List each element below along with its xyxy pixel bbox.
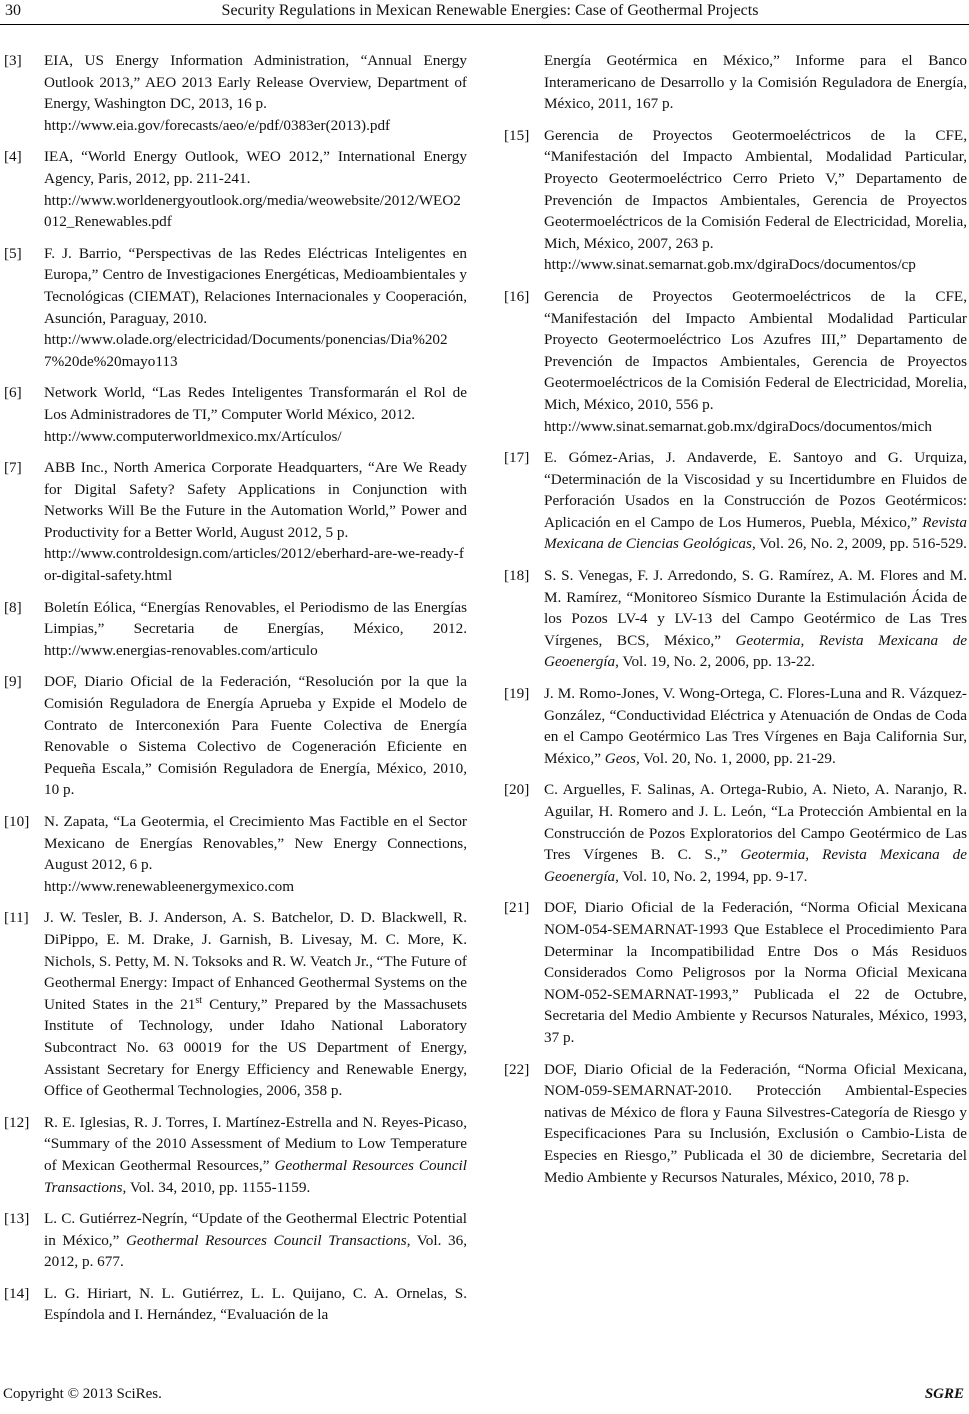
reference-link[interactable]: http://www.computerworldmexico.mx/Artículos/: [44, 427, 342, 445]
reference-item: [0, 597, 467, 662]
reference-text-part: , Vol. 36, 2012, p. 677.: [44, 1231, 467, 1271]
reference-text-part: , Vol. 34, 2010, pp. 1155-1159.: [122, 1178, 311, 1196]
reference-item: [0, 243, 467, 373]
page-number: 30: [5, 2, 21, 19]
reference-text: [544, 447, 967, 555]
journal-title: Geothermal Resources Council Transactions: [125, 1231, 407, 1249]
reference-item: [500, 286, 967, 437]
reference-text: IEA, “World Energy Outlook, WEO 2012,” International Energy Agency, Paris, 2012, pp. 211-241.: [44, 148, 467, 187]
header-divider: [0, 24, 969, 25]
reference-item: [0, 50, 467, 136]
reference-text-part: , Vol. 19, No. 2, 2006, pp. 13-22.: [615, 653, 815, 671]
reference-label: [5]: [4, 244, 22, 262]
reference-text-part: J. W. Tesler, B. J. Anderson, A. S. Batchelor, D. D. Blackwell, R. DiPippo, E. M. Drake, J. Garnish, B. Livesay, M. C. More, K. Nichols, S. Petty, M. N. Toksoks and R. W. Veatch Jr., “The Future of Geothermal Energy: Impact of Enhanced Geothermal Systems on the United States in the 21: [44, 909, 467, 1013]
reference-text-part: C. Arguelles, F. Salinas, A. Ortega-Rubio, A. Nieto, A. Naranjo, R. Aguilar, H. Romero and J. L. León, “La Protección Ambiental en la Construcción de Pozos Exploratorios del Campo Geotérmico de Las Tres Vírgenes B. C. S.,”: [544, 781, 967, 864]
journal-title: Geos: [604, 749, 636, 767]
reference-label: [4]: [4, 148, 22, 166]
reference-text: Gerencia de Proyectos Geotermoeléctricos de la CFE, “Manifestación del Impacto Ambiental, Modalidad Particular, Proyecto Geotermoeléctrico Cerro Prieto V,” Departamento de Prevención de Impactos Ambientales, Gerencia de Proyectos Geotermoeléctricos de la Comisión Federal de Electricidad, Morelia, Mich, México, 2007, 263 p.: [544, 126, 967, 252]
reference-text: L. G. Hiriart, N. L. Gutiérrez, L. L. Quijano, C. A. Ornelas, S. Espíndola and I. Hernández, “Evaluación de la: [44, 1284, 467, 1324]
reference-text-part: , Vol. 20, No. 1, 2000, pp. 21-29.: [635, 749, 836, 767]
reference-text: [44, 907, 467, 1101]
reference-text: [44, 1112, 467, 1198]
reference-item: [0, 907, 467, 1101]
reference-text: Boletín Eólica, “Energías Renovables, el Periodismo de las Energías Limpias,” Secretaria de Energías, México, 2012. http://www.energias-renovables.com/articulo: [44, 598, 467, 659]
reference-text-part: , Vol. 10, No. 2, 1994, pp. 9-17.: [615, 867, 808, 885]
reference-item: [500, 125, 967, 276]
reference-label: [13]: [4, 1210, 30, 1228]
journal-title: Geotermia, Revista Mexicana de Geoenergía: [544, 846, 967, 885]
superscript: st: [195, 994, 203, 1006]
reference-link[interactable]: http://www.sinat.semarnat.gob.mx/dgiraDocs/documentos/cp: [544, 256, 916, 274]
reference-text-part: E. Gómez-Arias, J. Andaverde, E. Santoyo and G. Urquiza, “Determinación de la Viscosidad y su Incertidumbre en Fluidos de Perforación Usados en la Construcción de Pozos Geotérmicos: Aplicación en el Campo de Los Humeros, Puebla, México,”: [544, 449, 967, 531]
reference-item: [500, 1059, 967, 1189]
reference-label: [16]: [504, 287, 530, 305]
reference-label: [21]: [504, 899, 530, 917]
reference-label: [18]: [504, 567, 530, 585]
reference-label: [22]: [504, 1060, 530, 1078]
reference-label: [12]: [4, 1113, 30, 1131]
journal-title: Geotermia, Revista Mexicana de Geoenergía: [544, 631, 967, 671]
reference-label: [11]: [4, 909, 29, 927]
reference-text: DOF, Diario Oficial de la Federación, “Norma Oficial Mexicana, NOM-059-SEMARNAT-2010. Protección Ambiental-Especies nativas de México de flora y Fauna Silvestres-Categoría de Riesgo y Especificaciones Para su Inclusión, Exclusión o Cambio-Lista de Especies en Riesgo,” Publicada el 30 de diciembre, Secretaria del Medio Ambiente y Recursos Naturales, México, 2010, 78 p.: [544, 1060, 967, 1186]
reference-text-part: R. E. Iglesias, R. J. Torres, I. Martínez-Estrella and N. Reyes-Picaso, “Summary of the 2010 Assessment of Medium to Low Temperature of Mexican Geothermal Resources,”: [44, 1113, 467, 1174]
reference-label: [10]: [4, 813, 30, 830]
reference-label: [15]: [504, 126, 530, 144]
reference-link[interactable]: http://www.olade.org/electricidad/Documents/ponencias/Dia%2027%20de%20mayo113: [44, 331, 448, 370]
reference-label: [17]: [504, 449, 530, 467]
reference-item: [0, 1112, 467, 1198]
reference-item: [0, 1283, 467, 1326]
reference-text: F. J. Barrio, “Perspectivas de las Redes Eléctricas Inteligentes en Europa,” Centro de Investigaciones Energéticas, Medioambientales y Tecnológicas (CIEMAT), Relaciones Internacionales y Cooperación, Asunción, Paraguay, 2010.: [44, 244, 467, 327]
reference-link[interactable]: http://www.sinat.semarnat.gob.mx/dgiraDocs/documentos/mich: [544, 417, 932, 435]
reference-item: [500, 683, 967, 769]
reference-text: [544, 683, 967, 769]
reference-item: [500, 565, 967, 673]
reference-text: [44, 1208, 467, 1273]
journal-title: Geothermal Resources Council Transactions: [44, 1156, 467, 1196]
reference-item: [0, 1208, 467, 1273]
reference-item: [0, 457, 467, 587]
reference-text-part: J. M. Romo-Jones, V. Wong-Ortega, C. Flores-Luna and R. Vázquez-González, “Conductividad Eléctrica y Atenuación de Ondas de Coda en el Campo Geotérmico Las Tres Vírgenes en Baja California Sur, México,”: [544, 685, 967, 767]
reference-label: [19]: [504, 685, 530, 703]
reference-label: [8]: [4, 598, 22, 616]
reference-item-continued: [500, 50, 967, 115]
left-column: [0, 50, 467, 1336]
reference-link[interactable]: http://www.controldesign.com/articles/2012/eberhard-are-we-ready-for-digital-safety.html: [44, 545, 464, 585]
reference-link[interactable]: http://www.eia.gov/forecasts/aeo/e/pdf/0383er(2013).pdf: [44, 116, 391, 134]
reference-item: [0, 382, 467, 447]
reference-label: [14]: [4, 1284, 30, 1302]
reference-text: [544, 779, 967, 887]
reference-item: [500, 779, 967, 887]
reference-label: [9]: [4, 673, 22, 691]
right-column: [500, 50, 967, 1198]
reference-text-part: , Vol. 26, No. 2, 2009, pp. 516-529.: [751, 535, 967, 553]
running-title: Security Regulations in Mexican Renewable Energies: Case of Geothermal Projects: [221, 2, 759, 19]
page-footer: [0, 1386, 969, 1410]
reference-item: [500, 897, 967, 1048]
reference-text: Gerencia de Proyectos Geotermoeléctricos de la CFE, “Manifestación del Impacto Ambiental Modalidad Particular Proyecto Geotermoeléctrico Los Azufres III,” Departamento de Prevención de Impactos Ambientales, Gerencia de Proyectos Geotermoeléctricos de la Comisión Federal de Electricidad, Morelia, Mich, México, 2010, 556 p.: [544, 287, 967, 413]
reference-label: [6]: [4, 384, 22, 402]
journal-title: Revista Mexicana de Ciencias Geológicas: [544, 513, 967, 553]
journal-abbreviation: SGRE: [924, 1386, 964, 1402]
reference-link[interactable]: http://www.worldenergyoutlook.org/media/weowebsite/2012/WEO2012_Renewables.pdf: [44, 191, 461, 231]
reference-text-part: Century,” Prepared by the Massachusets Institute of Technology, under Idaho National Laboratory Subcontract No. 63 00019 for the US Department of Energy, Assistant Secretary for Energy Efficiency and Renewable Energy, Office of Geothermal Technologies, 2006, 358 p.: [44, 995, 468, 1100]
reference-text: Energía Geotérmica en México,” Informe para el Banco Interamericano de Desarrollo y la Comisión Reguladora de Energía, México, 2011, 167 p.: [544, 52, 967, 113]
reference-link[interactable]: http://www.renewableenergymexico.com: [44, 877, 295, 895]
reference-label: [7]: [4, 459, 22, 477]
reference-text: [544, 565, 967, 673]
reference-text: DOF, Diario Oficial de la Federación, “Resolución por la que la Comisión Reguladora de Energía Aprueba y Expide el Modelo de Contrato de Interconexión Para Fuente Colectiva de Energía Renovable o Sistema Colectivo de Cogeneración Eficiente en Pequeña Escala,” Comisión Reguladora de Energía, México, 2010, 10 p.: [44, 673, 467, 799]
reference-text: EIA, US Energy Information Administration, “Annual Energy Outlook 2013,” AEO 2013 Early Release Overview, Department of Energy, Washington DC, 2013, 16 p.: [44, 52, 467, 113]
reference-text: Network World, “Las Redes Inteligentes Transformarán el Rol de Los Administradores de TI,” Computer World México, 2012.: [44, 384, 467, 423]
reference-text: N. Zapata, “La Geotermia, el Crecimiento Mas Factible en el Sector Mexicano de Energías Renovables,” New Energy Connections, August 2012, 6 p.: [44, 813, 467, 874]
reference-item: [0, 671, 467, 801]
reference-text: DOF, Diario Oficial de la Federación, “Norma Oficial Mexicana NOM-054-SEMARNAT-1993 Que Establece el Procedimiento Para Determinar la Incompatibilidad Entre Dos o Más Residuos Considerados Como Peligrosos por la Norma Oficial Mexicana NOM-052-SEMARNAT-1993,” Publicada el 22 de Octubre, Secretaria del Medio Ambiente y Recursos Naturales, México, 1993, 37 p.: [544, 899, 967, 1046]
page-header: [0, 0, 969, 26]
reference-text-part: L. C. Gutiérrez-Negrín, “Update of the Geothermal Electric Potential in México,”: [44, 1210, 467, 1249]
reference-text-part: S. S. Venegas, F. J. Arredondo, S. G. Ramírez, A. M. Flores and M. M. Ramírez, “Monitoreo Sísmico Durante la Estimulación Ácida de los Pozos LV-4 y LV-13 del Campo Geotérmico de Las Tres Vírgenes, BCS, México,”: [544, 567, 967, 649]
reference-label: [3]: [4, 52, 22, 69]
reference-label: [20]: [504, 781, 530, 799]
reference-text: ABB Inc., North America Corporate Headquarters, “Are We Ready for Digital Safety? Safety Applications in Conjunction with Networks Will Be the Future in the Automation World,” Power and Productivity for a Better World, August 2012, 5 p.: [44, 459, 467, 541]
copyright-notice: Copyright © 2013 SciRes.: [3, 1386, 162, 1402]
reference-item: [0, 811, 467, 897]
reference-item: [500, 447, 967, 555]
reference-item: [0, 146, 467, 232]
